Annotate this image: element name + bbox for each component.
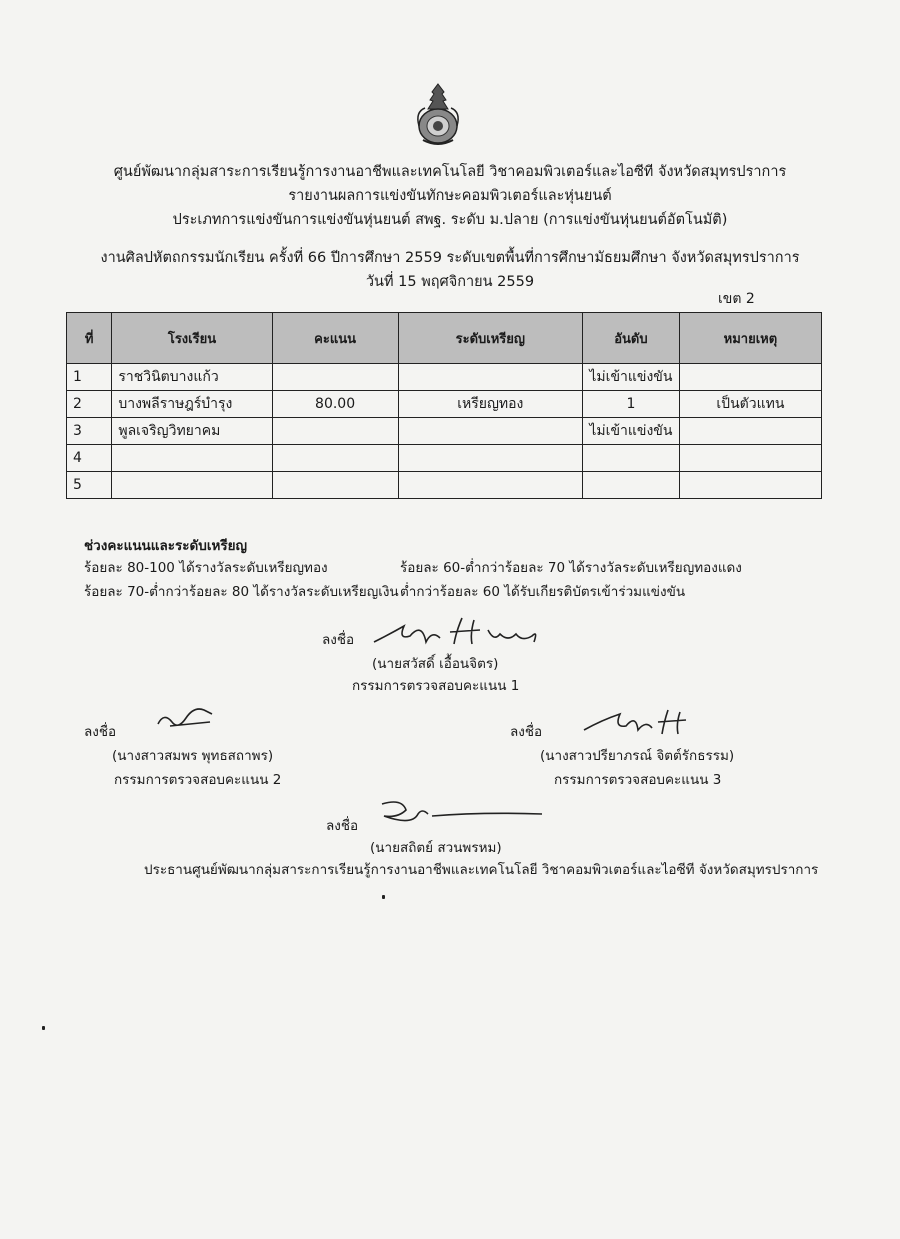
header-line-2: รายงานผลการแข่งขันทักษะคอมพิวเตอร์และหุ่นยนต์: [288, 188, 612, 204]
judge3-signature: [580, 704, 700, 738]
cell-rank: ไม่เข้าแข่งขัน: [583, 418, 680, 445]
chair-sign-label: ลงชื่อ: [326, 818, 359, 834]
header-line-4: งานศิลปหัตถกรรมนักเรียน ครั้งที่ 66 ปีการศึกษา 2559 ระดับเขตพื้นที่การศึกษามัธยมศึกษา จังหวัดสมุทรปราการ: [100, 250, 800, 266]
chair-name: (นายสถิตย์ สวนพรหม): [370, 840, 502, 856]
cell-school: บางพลีราษฎร์บำรุง: [112, 391, 272, 418]
cell-remark: [679, 472, 821, 499]
cell-score: 80.00: [272, 391, 398, 418]
criteria-gold: ร้อยละ 80-100 ได้รางวัลระดับเหรียญทอง: [84, 560, 328, 576]
judge2-name: (นางสาวสมพร พุทธสถาพร): [112, 748, 274, 764]
table-row: [67, 418, 822, 445]
header-line-1: ศูนย์พัฒนากลุ่มสาระการเรียนรู้การงานอาชีพและเทคโนโลยี วิชาคอมพิวเตอร์และไอซีที จังหวัดสมุทรปราการ: [113, 164, 787, 180]
cell-school: [112, 445, 272, 472]
cell-medal: [398, 418, 582, 445]
cell-score: [272, 364, 398, 391]
judge2-sign-label: ลงชื่อ: [84, 724, 117, 740]
table-row: [67, 445, 822, 472]
cell-no: 3: [67, 418, 112, 445]
table-row: [67, 472, 822, 499]
header-line-3: ประเภทการแข่งขันการแข่งขันหุ่นยนต์ สพฐ. ระดับ ม.ปลาย (การแข่งขันหุ่นยนต์อัตโนมัติ): [172, 212, 728, 228]
judge2-signature: [150, 700, 220, 734]
table-row: [67, 364, 822, 391]
cell-rank: 1: [583, 391, 680, 418]
criteria-title: ช่วงคะแนนและระดับเหรียญ: [84, 538, 248, 554]
table-row: [67, 391, 822, 418]
col-header-school: โรงเรียน: [112, 313, 272, 364]
judge1-signature: [370, 612, 550, 652]
judge1-name: (นายสวัสดิ์ เอื้อนจิตร): [372, 656, 499, 672]
scan-speck: [382, 895, 385, 899]
judge1-role: กรรมการตรวจสอบคะแนน 1: [352, 678, 520, 694]
cell-remark: เป็นตัวแทน: [679, 391, 821, 418]
judge3-sign-label: ลงชื่อ: [510, 724, 543, 740]
cell-medal: [398, 445, 582, 472]
judge2-role: กรรมการตรวจสอบคะแนน 2: [114, 772, 282, 788]
chair-signature: [372, 796, 552, 830]
criteria-participation: ต่ำกว่าร้อยละ 60 ได้รับเกียรติบัตรเข้าร่วมแข่งขัน: [400, 584, 686, 600]
scan-speck: [42, 1026, 45, 1030]
cell-score: [272, 472, 398, 499]
ministry-emblem-icon: [413, 82, 463, 148]
col-header-rank: อันดับ: [583, 313, 680, 364]
cell-no: 1: [67, 364, 112, 391]
zone-label: เขต 2: [718, 291, 755, 307]
competition-date: วันที่ 15 พฤศจิกายน 2559: [365, 274, 535, 290]
criteria-bronze: ร้อยละ 60-ต่ำกว่าร้อยละ 70 ได้รางวัลระดับเหรียญทองแดง: [400, 560, 742, 576]
col-header-remark: หมายเหตุ: [679, 313, 821, 364]
cell-rank: ไม่เข้าแข่งขัน: [583, 364, 680, 391]
cell-rank: [583, 445, 680, 472]
cell-no: 2: [67, 391, 112, 418]
judge1-sign-label: ลงชื่อ: [322, 632, 355, 648]
judge3-name: (นางสาวปรียาภรณ์ จิตต์รักธรรม): [540, 748, 735, 764]
col-header-no: ที่: [67, 313, 112, 364]
cell-score: [272, 418, 398, 445]
results-table: [66, 312, 822, 499]
cell-school: พูลเจริญวิทยาคม: [112, 418, 272, 445]
cell-medal: [398, 364, 582, 391]
col-header-score: คะแนน: [272, 313, 398, 364]
cell-medal: [398, 472, 582, 499]
chair-role: ประธานศูนย์พัฒนากลุ่มสาระการเรียนรู้การงานอาชีพและเทคโนโลยี วิชาคอมพิวเตอร์และไอซีที จังหวัดสมุทรปราการ: [144, 862, 819, 878]
cell-remark: [679, 445, 821, 472]
cell-no: 4: [67, 445, 112, 472]
cell-no: 5: [67, 472, 112, 499]
cell-school: [112, 472, 272, 499]
judge3-role: กรรมการตรวจสอบคะแนน 3: [554, 772, 722, 788]
col-header-medal: ระดับเหรียญ: [398, 313, 582, 364]
criteria-silver: ร้อยละ 70-ต่ำกว่าร้อยละ 80 ได้รางวัลระดับเหรียญเงิน: [84, 584, 399, 600]
cell-remark: [679, 364, 821, 391]
table-header-row: [67, 313, 822, 364]
cell-score: [272, 445, 398, 472]
cell-medal: เหรียญทอง: [398, 391, 582, 418]
cell-rank: [583, 472, 680, 499]
cell-remark: [679, 418, 821, 445]
cell-school: ราชวินิตบางแก้ว: [112, 364, 272, 391]
